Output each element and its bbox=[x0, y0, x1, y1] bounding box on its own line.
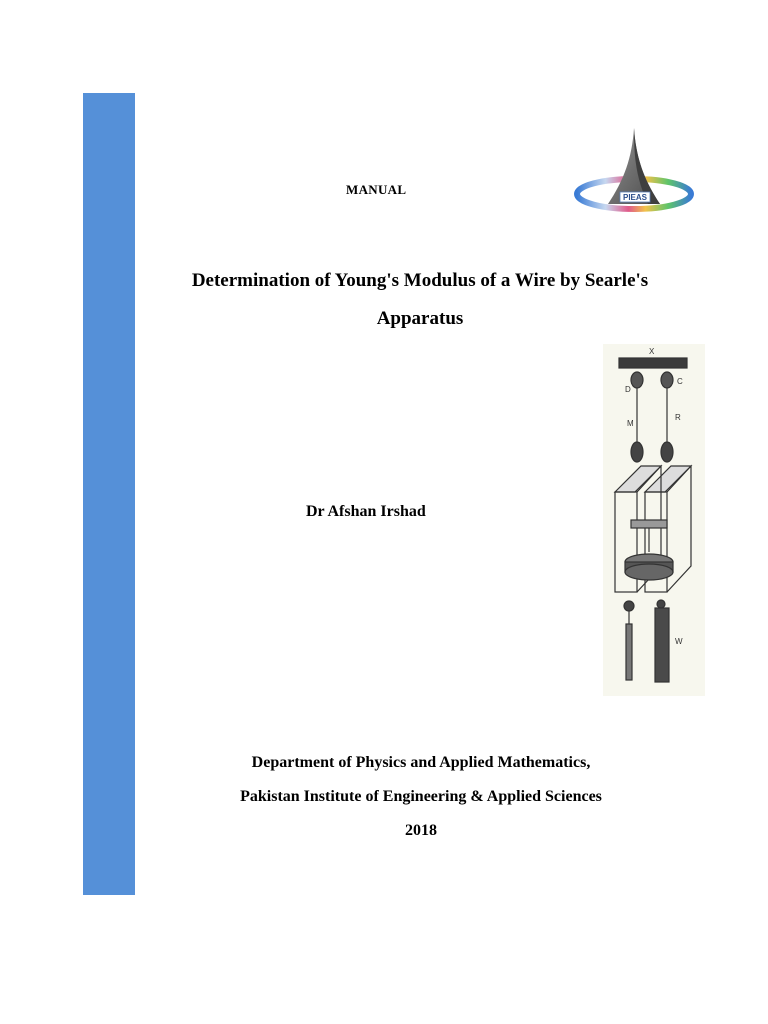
figure-label-c: C bbox=[677, 377, 683, 386]
figure-label-x: X bbox=[649, 347, 655, 356]
institute-name: Pakistan Institute of Engineering & Applied Sciences bbox=[240, 788, 602, 805]
searles-apparatus-figure bbox=[603, 344, 705, 696]
pieas-logo bbox=[568, 108, 702, 240]
figure-label-m: M bbox=[627, 419, 634, 428]
figure-label-d: D bbox=[625, 385, 631, 394]
department-name: Department of Physics and Applied Mathematics, bbox=[251, 754, 591, 771]
affiliation-block bbox=[150, 746, 692, 848]
figure-label-w: W bbox=[675, 637, 683, 646]
title-line-1: Determination of Young's Modulus of a Wire by Searle's bbox=[191, 270, 649, 291]
figure-label-r: R bbox=[675, 413, 681, 422]
logo-text: PIEAS bbox=[622, 193, 648, 202]
document-type-label: MANUAL bbox=[346, 182, 407, 197]
document-title bbox=[150, 262, 690, 338]
title-line-2: Apparatus bbox=[376, 308, 464, 329]
side-accent-bar bbox=[83, 93, 135, 895]
publication-year: 2018 bbox=[405, 822, 437, 839]
author-name: Dr Afshan Irshad bbox=[306, 503, 426, 520]
